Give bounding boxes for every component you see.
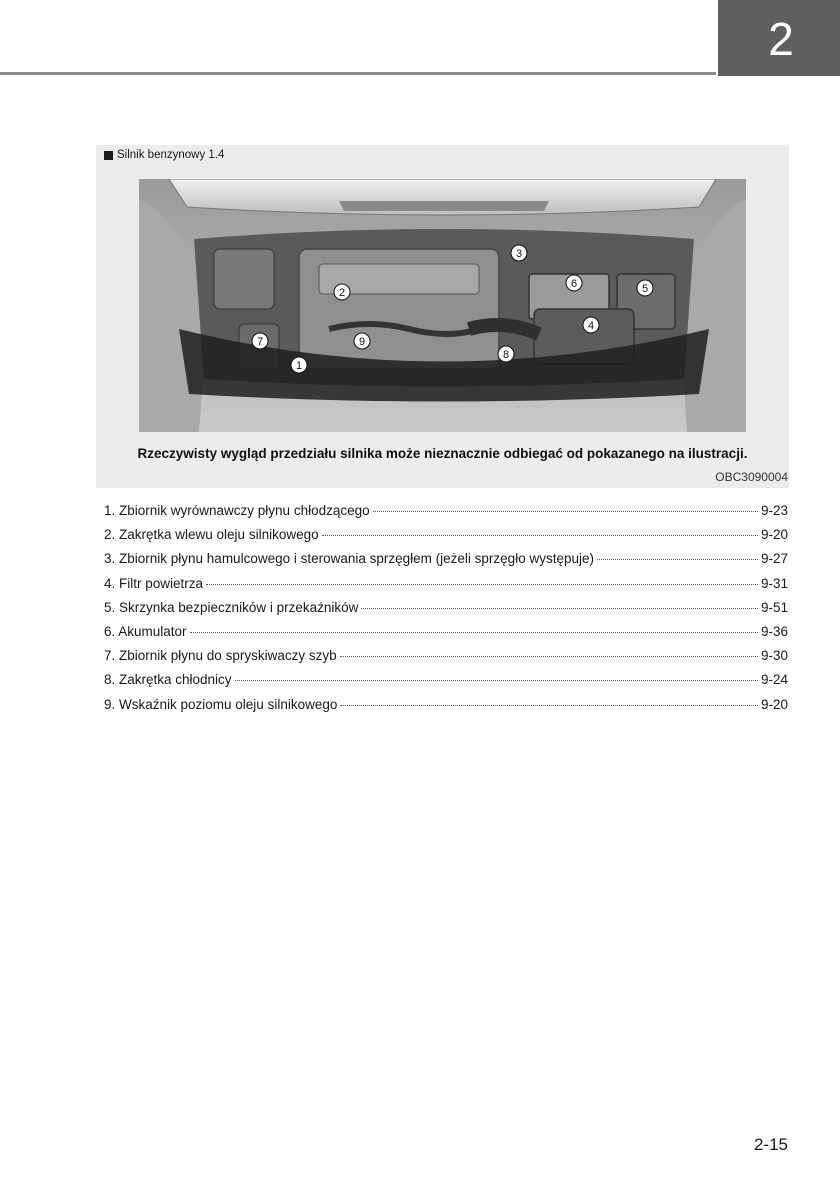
item-label: 9. Wskaźnik poziomu oleju silnikowego [104, 696, 338, 712]
bullet-square-icon [104, 151, 113, 160]
svg-text:6: 6 [570, 278, 578, 290]
dot-leader [322, 535, 758, 536]
list-item [104, 551, 788, 575]
list-item [104, 527, 788, 551]
dot-leader [340, 656, 758, 657]
item-label: 2. Zakrętka wlewu oleju silnikowego [104, 527, 319, 543]
figure-caption [104, 149, 224, 161]
chapter-tab [718, 0, 840, 76]
item-page: 9-24 [760, 672, 788, 688]
item-label: 8. Zakrętka chłodnicy [104, 672, 232, 688]
list-item [104, 672, 788, 696]
callout-8 [498, 346, 514, 362]
callout-2 [334, 284, 350, 300]
list-item [104, 648, 788, 672]
svg-text:1: 1 [295, 360, 303, 372]
svg-text:3: 3 [515, 248, 523, 260]
callout-9 [354, 333, 370, 349]
dot-leader [190, 632, 758, 633]
item-page: 9-36 [760, 623, 788, 639]
svg-text:5: 5 [641, 283, 649, 295]
item-page: 9-20 [760, 696, 788, 712]
callout-6 [566, 275, 582, 291]
dot-leader [235, 680, 758, 681]
list-item [104, 624, 788, 648]
figure-caption-text: Silnik benzynowy 1.4 [117, 149, 225, 161]
dot-leader [361, 608, 758, 609]
list-item [104, 600, 788, 624]
callout-5 [637, 280, 653, 296]
list-item [104, 697, 788, 721]
svg-text:4: 4 [587, 320, 595, 332]
svg-text:9: 9 [358, 336, 366, 348]
chapter-number: 2 [768, 13, 794, 65]
item-label: 5. Skrzynka bezpieczników i przekaźników [104, 599, 359, 615]
engine-bay-drawing [139, 179, 746, 432]
engine-bay-illustration [139, 179, 746, 432]
item-page: 9-51 [760, 599, 788, 615]
item-page: 9-23 [760, 503, 788, 518]
list-item [104, 576, 788, 600]
list-item [104, 503, 788, 527]
callout-4 [583, 317, 599, 333]
item-page: 9-31 [760, 575, 788, 591]
dot-leader [206, 584, 758, 585]
item-label: 4. Filtr powietrza [104, 575, 204, 591]
component-list [104, 503, 788, 721]
item-label: 3. Zbiornik płynu hamulcowego i sterowania sprzęgłem (jeżeli sprzęgło występuje) [104, 551, 594, 567]
item-page: 9-20 [760, 527, 788, 543]
page-number: 2-15 [753, 1135, 788, 1154]
svg-text:8: 8 [502, 349, 510, 361]
callout-7 [252, 333, 268, 349]
callout-1 [291, 357, 307, 373]
item-page: 9-27 [760, 551, 788, 567]
callout-3 [511, 245, 527, 261]
dot-leader [597, 559, 758, 560]
svg-text:2: 2 [338, 287, 346, 299]
item-label: 7. Zbiornik płynu do spryskiwaczy szyb [104, 648, 337, 664]
header-rule [0, 72, 716, 75]
item-label: 6. Akumulator [104, 623, 187, 639]
illustration-disclaimer: Rzeczywisty wygląd przedziału silnika może nieznacznie odbiegać od pokazanego na ilustracji. [137, 446, 748, 461]
dot-leader [340, 705, 758, 706]
item-page: 9-30 [760, 648, 788, 664]
figure-reference-code: OBC3090004 [715, 470, 788, 484]
svg-text:7: 7 [256, 336, 264, 348]
item-label: 1. Zbiornik wyrównawczy płynu chłodzącego [104, 503, 370, 518]
dot-leader [373, 511, 758, 512]
